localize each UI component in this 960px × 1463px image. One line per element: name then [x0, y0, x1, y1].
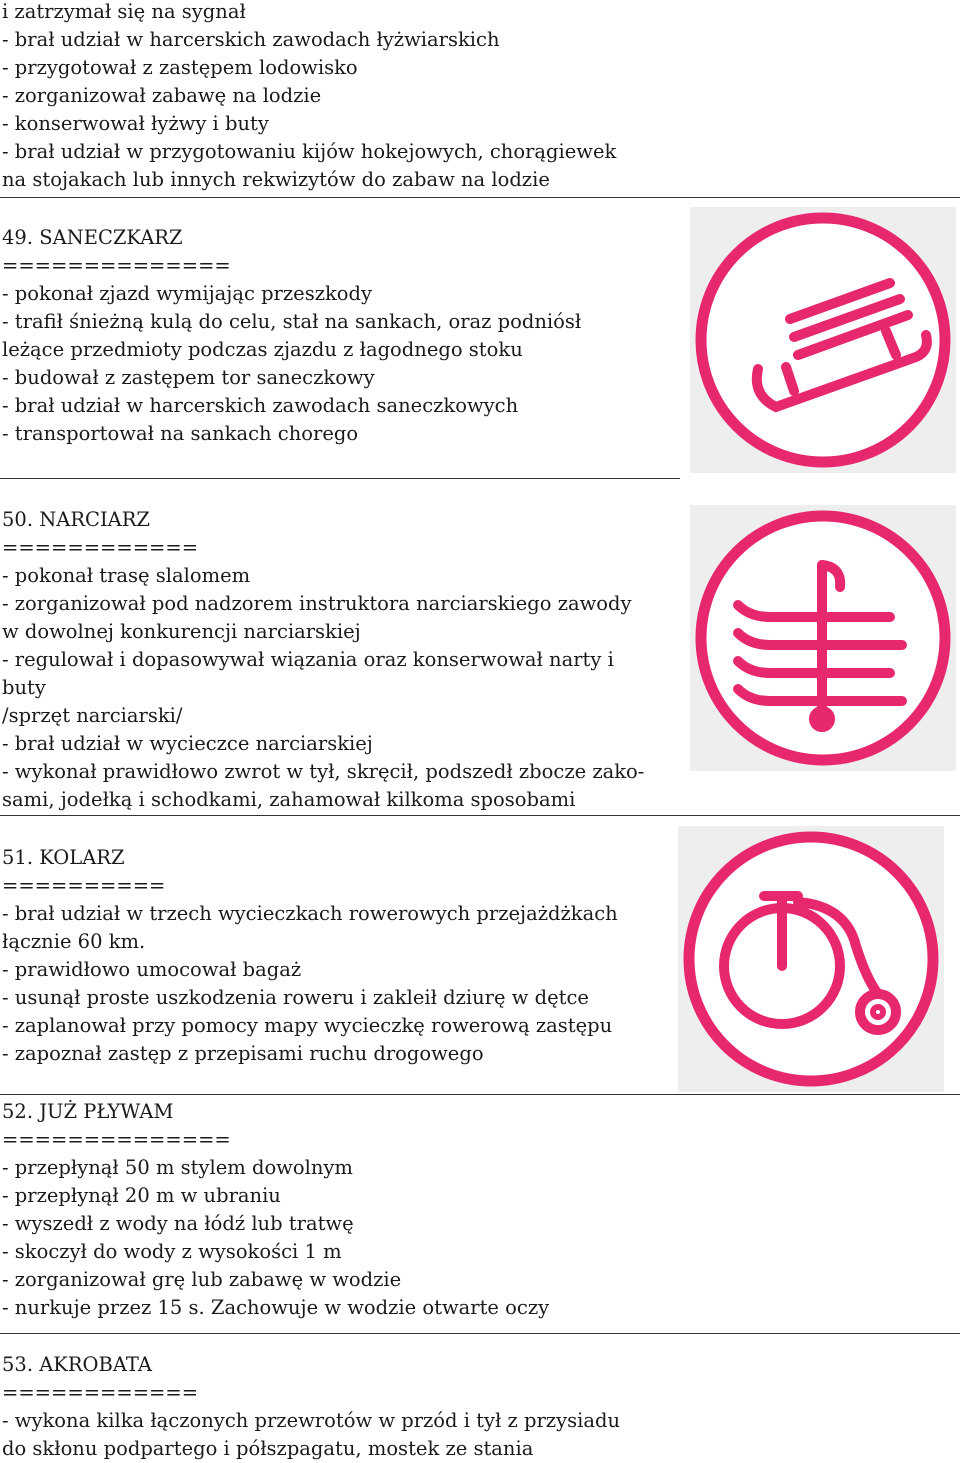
- section-title: 53. AKROBATA: [2, 1353, 152, 1376]
- list-item: - wykona kilka łączonych przewrotów w przód i tył z przysiadu: [2, 1409, 621, 1432]
- intro-line: i zatrzymał się na sygnał: [2, 0, 246, 23]
- intro-line: - konserwował łyżwy i buty: [2, 112, 269, 135]
- section-title: 50. NARCIARZ: [2, 508, 150, 531]
- sled-icon: [690, 207, 956, 473]
- list-item: - brał udział w wycieczce narciarskiej: [2, 732, 373, 755]
- list-item: - nurkuje przez 15 s. Zachowuje w wodzie otwarte oczy: [2, 1296, 550, 1319]
- penny-farthing-bicycle-icon: [678, 826, 944, 1092]
- list-item: - przepłynął 20 m w ubraniu: [2, 1184, 281, 1207]
- title-underline: ==========: [2, 874, 166, 897]
- list-item: łącznie 60 km.: [2, 930, 146, 953]
- list-item: - trafił śnieżną kulą do celu, stał na sankach, oraz podniósł: [2, 310, 582, 333]
- list-item: - skoczył do wody z wysokości 1 m: [2, 1240, 342, 1263]
- list-item: w dowolnej konkurencji narciarskiej: [2, 620, 361, 643]
- list-item: sami, jodełką i schodkami, zahamował kilkoma sposobami: [2, 788, 576, 811]
- list-item: - pokonał trasę slalomem: [2, 564, 251, 587]
- section-title: 52. JUŻ PŁYWAM: [2, 1100, 174, 1123]
- section-divider: [0, 1333, 960, 1334]
- section-title: 51. KOLARZ: [2, 846, 125, 869]
- list-item: - zorganizował grę lub zabawę w wodzie: [2, 1268, 402, 1291]
- list-item: buty: [2, 676, 46, 699]
- intro-line: - przygotował z zastępem lodowisko: [2, 56, 358, 79]
- list-item: - zapoznał zastęp z przepisami ruchu drogowego: [2, 1042, 484, 1065]
- list-item: - wykonał prawidłowo zwrot w tył, skręcił, podszedł zbocze zako-: [2, 760, 645, 783]
- section-divider: [0, 815, 960, 816]
- title-underline: ============: [2, 536, 199, 559]
- list-item: /sprzęt narciarski/: [2, 704, 183, 727]
- section-divider: [0, 1094, 960, 1095]
- title-underline: ==============: [2, 1128, 231, 1151]
- intro-line: - zorganizował zabawę na lodzie: [2, 84, 322, 107]
- section-title: 49. SANECZKARZ: [2, 226, 183, 249]
- list-item: - transportował na sankach chorego: [2, 422, 359, 445]
- intro-line: - brał udział w przygotowaniu kijów hokejowych, chorągiewek: [2, 140, 617, 163]
- list-item: - brał udział w trzech wycieczkach rowerowych przejażdżkach: [2, 902, 618, 925]
- list-item: do skłonu podpartego i półszpagatu, mostek ze stania: [2, 1437, 534, 1460]
- list-item: - zorganizował pod nadzorem instruktora narciarskiego zawody: [2, 592, 632, 615]
- section-divider: [0, 197, 960, 198]
- list-item: - regulował i dopasowywał wiązania oraz konserwował narty i: [2, 648, 614, 671]
- skis-and-pole-icon: [690, 505, 956, 771]
- list-item: - pokonał zjazd wymijając przeszkody: [2, 282, 373, 305]
- list-item: - budował z zastępem tor saneczkowy: [2, 366, 375, 389]
- intro-line: na stojakach lub innych rekwizytów do zabaw na lodzie: [2, 168, 550, 191]
- title-underline: ==============: [2, 254, 231, 277]
- list-item: - usunął proste uszkodzenia roweru i zakleił dziurę w dętce: [2, 986, 589, 1009]
- list-item: - prawidłowo umocował bagaż: [2, 958, 302, 981]
- list-item: - brał udział w harcerskich zawodach saneczkowych: [2, 394, 519, 417]
- title-underline: ============: [2, 1381, 199, 1404]
- intro-line: - brał udział w harcerskich zawodach łyżwiarskich: [2, 28, 500, 51]
- list-item: - zaplanował przy pomocy mapy wycieczkę rowerową zastępu: [2, 1014, 613, 1037]
- list-item: - wyszedł z wody na łódź lub tratwę: [2, 1212, 354, 1235]
- list-item: - przepłynął 50 m stylem dowolnym: [2, 1156, 353, 1179]
- section-divider: [0, 478, 680, 479]
- list-item: leżące przedmioty podczas zjazdu z łagodnego stoku: [2, 338, 523, 361]
